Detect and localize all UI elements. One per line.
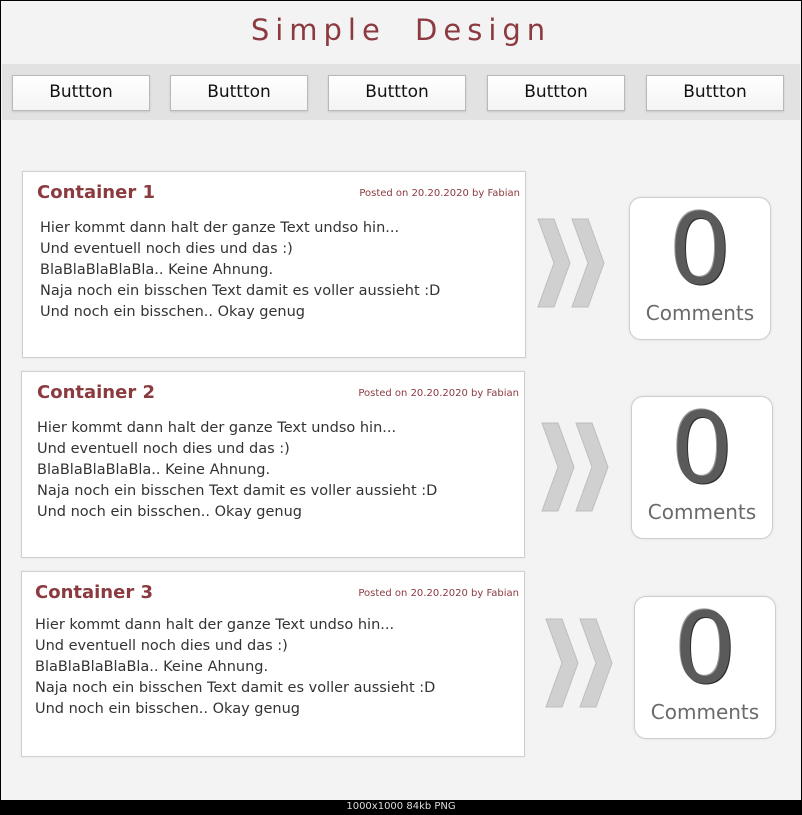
comment-label: Comments bbox=[645, 301, 755, 325]
post-line: BlaBlaBlaBlaBla.. Keine Ahnung. bbox=[37, 462, 271, 478]
nav-button-4[interactable]: Buttton bbox=[487, 75, 625, 111]
post-line: Naja noch ein bisschen Text damit es voller aussieht :D bbox=[35, 680, 436, 696]
post-line: Und eventuell noch dies und das :) bbox=[35, 638, 288, 654]
comment-counter[interactable] bbox=[631, 392, 773, 539]
page-canvas bbox=[1, 1, 801, 800]
post-container-3 bbox=[21, 571, 525, 757]
nav-button-5[interactable]: Buttton bbox=[646, 75, 784, 111]
post-line: Hier kommt dann halt der ganze Text undso hin... bbox=[37, 420, 397, 436]
post-body bbox=[35, 615, 435, 720]
double-chevron-right-icon bbox=[538, 419, 616, 515]
post-meta: Posted on 20.20.2020 by Fabian bbox=[358, 388, 519, 399]
post-meta: Posted on 20.20.2020 by Fabian bbox=[358, 588, 519, 599]
post-title: Container 1 bbox=[37, 182, 156, 203]
double-chevron-right-icon bbox=[534, 215, 612, 311]
post-container-1 bbox=[22, 171, 526, 358]
post-container-2 bbox=[21, 371, 525, 558]
comment-count: 0 bbox=[670, 392, 734, 506]
comment-label: Comments bbox=[647, 500, 757, 524]
site-title: Simple Design bbox=[250, 13, 552, 47]
comment-counter[interactable] bbox=[634, 592, 776, 739]
comment-counter[interactable] bbox=[629, 193, 771, 340]
post-line: Und eventuell noch dies und das :) bbox=[40, 241, 293, 257]
post-title: Container 3 bbox=[35, 582, 154, 603]
post-body bbox=[40, 218, 440, 323]
post-line: Naja noch ein bisschen Text damit es voller aussieht :D bbox=[37, 483, 438, 499]
nav-button-3[interactable]: Buttton bbox=[328, 75, 466, 111]
post-line: Naja noch ein bisschen Text damit es voller aussieht :D bbox=[40, 283, 441, 299]
nav-button-1[interactable]: Buttton bbox=[12, 75, 150, 111]
post-line: Und noch ein bisschen.. Okay genug bbox=[35, 701, 300, 717]
post-body bbox=[37, 418, 437, 523]
nav-button-2[interactable]: Buttton bbox=[170, 75, 308, 111]
comment-count: 0 bbox=[668, 193, 732, 307]
double-chevron-right-icon bbox=[542, 615, 620, 711]
post-line: Und noch ein bisschen.. Okay genug bbox=[37, 504, 302, 520]
post-line: Und eventuell noch dies und das :) bbox=[37, 441, 290, 457]
post-meta: Posted on 20.20.2020 by Fabian bbox=[359, 188, 520, 199]
post-line: BlaBlaBlaBlaBla.. Keine Ahnung. bbox=[40, 262, 274, 278]
post-line: Hier kommt dann halt der ganze Text undso hin... bbox=[40, 220, 400, 236]
post-line: Hier kommt dann halt der ganze Text undso hin... bbox=[35, 617, 395, 633]
post-title: Container 2 bbox=[37, 382, 156, 403]
nav-bar bbox=[2, 64, 800, 120]
post-line: Und noch ein bisschen.. Okay genug bbox=[40, 304, 305, 320]
comment-count: 0 bbox=[673, 592, 737, 706]
post-line: BlaBlaBlaBlaBla.. Keine Ahnung. bbox=[35, 659, 269, 675]
image-caption: 1000x1000 84kb PNG bbox=[346, 801, 456, 812]
comment-label: Comments bbox=[650, 700, 760, 724]
